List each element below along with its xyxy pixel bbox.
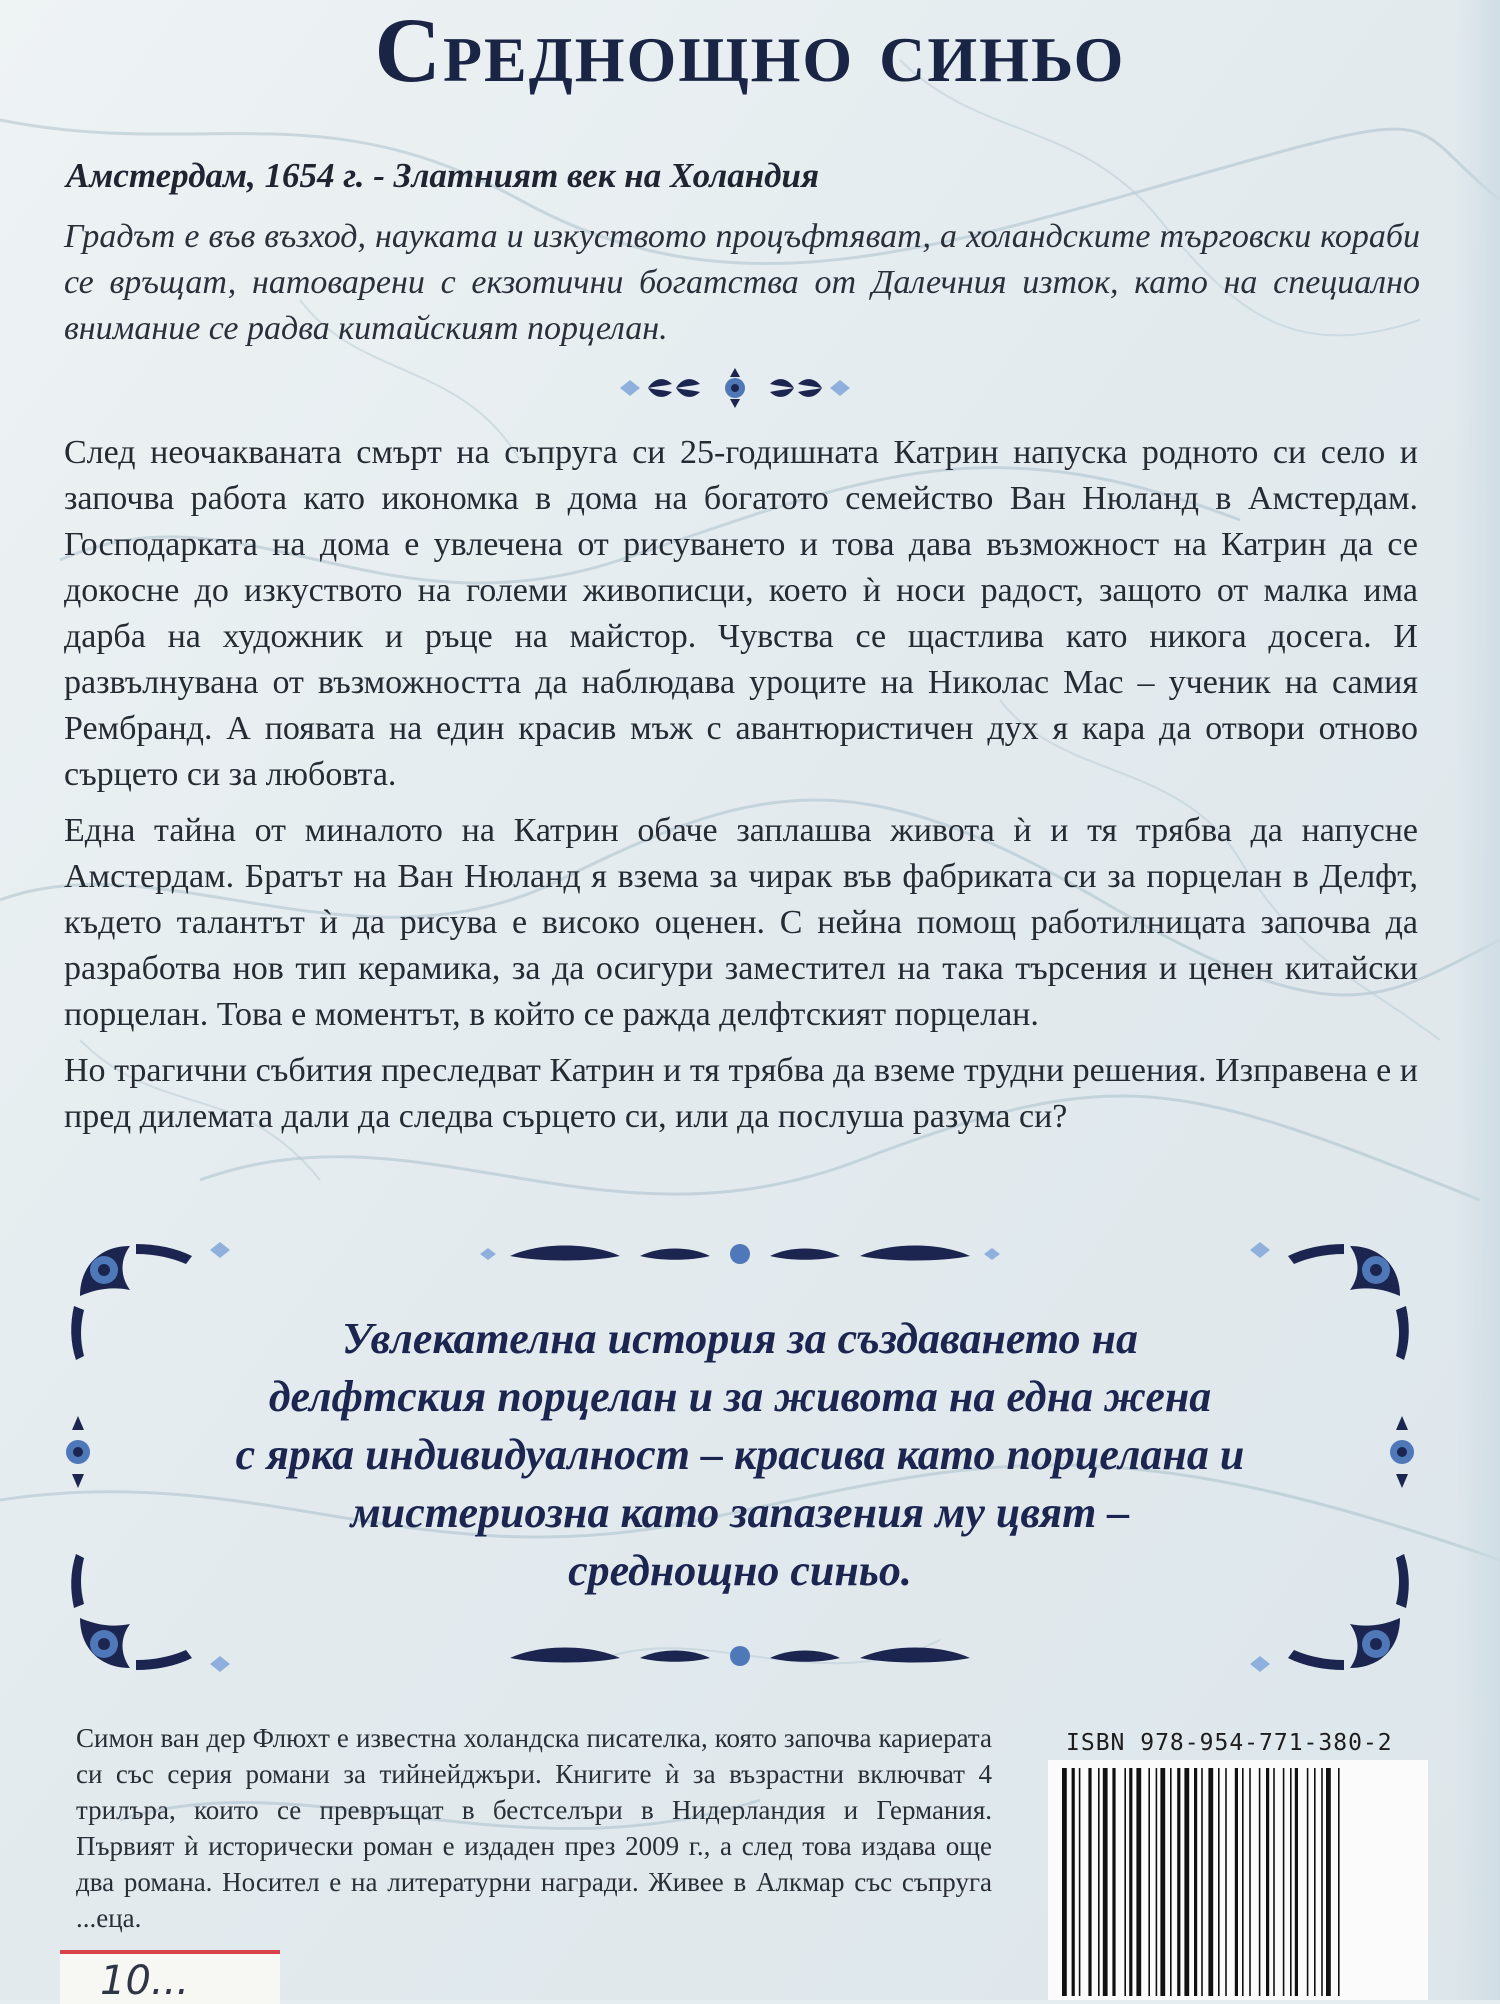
barcode-bar (1249, 1768, 1251, 1996)
barcode-bar (1136, 1768, 1141, 1996)
barcode-bar (1079, 1768, 1081, 1996)
barcode-bar (1314, 1768, 1316, 1996)
barcode-bar (1072, 1768, 1075, 1996)
barcode-bar (1290, 1768, 1292, 1996)
bottom-border-band (510, 1646, 970, 1666)
barcode-bar (1326, 1768, 1331, 1996)
barcode-bar (1201, 1768, 1203, 1996)
barcode-bar (1124, 1768, 1126, 1996)
barcode-bar (1321, 1768, 1323, 1996)
barcode-bar (1307, 1768, 1309, 1996)
barcode-bar (1088, 1768, 1091, 1996)
barcode-bar (1160, 1768, 1165, 1996)
author-bio: Симон ван дер Флюхт е известна холандска писателка, която започва кариерата си със серия романи за тийнейджъри. Книгите ѝ за възрастни включват 4 трилъра, които се превръщат в бестселъри в Нидерландия и Германия. Първият ѝ исторически роман е издаден през 2009 г., а след това издава още два романа. Носител е на литературни награди. Живее в Алкмар със съпруга ...еца. (76, 1723, 992, 1933)
tagline-line-2: делфтския порцелан и за живота на една жена (268, 1372, 1212, 1421)
barcode-bar (1259, 1768, 1261, 1996)
barcode-bar (1273, 1768, 1275, 1996)
blurb-paragraph-3: Но трагични събития преследват Катрин и тя трябва да вземе трудни решения. Изправена е и пред дилемата дали да следва сърцето си, или да послуша разума си? (64, 1052, 1418, 1135)
barcode-bar (1103, 1768, 1108, 1996)
blurb-body (64, 430, 1418, 1150)
intro-paragraph: Градът е във възход, науката и изкуството процъфтяват, а холандските търговски кораби се връщат, натоварени с екзотични богатства от Далечния изток, като на специално внимание се радва китайският порцелан. (64, 218, 1420, 347)
barcode-bar (1184, 1768, 1189, 1996)
barcode-bar (1208, 1768, 1213, 1996)
price-sticker (60, 1950, 280, 2004)
tagline-line-4: мистериозна като запазения му цвят – (350, 1488, 1130, 1537)
barcode-bar (1235, 1768, 1238, 1996)
barcode-bar (1148, 1768, 1150, 1996)
tagline-quote (160, 1310, 1320, 1600)
top-border-band (480, 1244, 1000, 1264)
spine-edge (1454, 0, 1500, 2000)
setting-subheading: Амстердам, 1654 г. - Златният век на Холандия (66, 156, 819, 195)
barcode-bar (1194, 1768, 1197, 1996)
barcode-bar (1283, 1768, 1285, 1996)
barcode-bar (1177, 1768, 1180, 1996)
barcode-bar (1112, 1768, 1115, 1996)
barcode-bar (1338, 1768, 1340, 1996)
barcode-bar (1098, 1768, 1100, 1996)
side-ornament-right (1390, 1416, 1414, 1488)
tagline-line-3: с ярка индивидуалност – красива като порцелана и (235, 1430, 1245, 1479)
barcode-bar (1062, 1768, 1067, 1996)
barcode-bar (1295, 1768, 1298, 1996)
ornament-divider (610, 366, 860, 410)
sticker-text: 10... (100, 1958, 190, 2004)
barcode-bar (1170, 1768, 1172, 1996)
blurb-paragraph-1: След неочакваната смърт на съпруга си 25-годишната Катрин напуска родното си село и започва работа като икономка в дома на богатото семейство Ван Нюланд в Амстердам. Господарката на дома е увлечена от рисуването и това дава възможност на Катрин да се докосне до изкуството на големи живописци, което ѝ носи радост, защото от малка има дарба на художник и ръце на майстор. Чувства се щастлива като никога досега. И развълнувана от възможността да наблюдава уроците на Николас Мас – ученик на самия Рембранд. А появата на един красив мъж с авантюристичен дух я кара да отвори отново сърцето си за любовта. (64, 434, 1418, 793)
barcode-bar (1129, 1768, 1132, 1996)
isbn-barcode (1048, 1760, 1428, 2000)
barcode-bar (1266, 1768, 1269, 1996)
book-title: Среднощно синьо (374, 0, 1126, 101)
side-ornament-left (66, 1416, 90, 1488)
blurb-paragraph-2: Една тайна от миналото на Катрин обаче заплашва живота ѝ и тя трябва да напусне Амстердам. Братът на Ван Нюланд я взема за чирак във фабриката си за порцелан в Делфт, където талантът ѝ да рисува е високо оценен. С нейна помощ работилницата започва да разработва нов тип керамика, за да осигури заместител на така търсения и ценен китайски порцелан. Това е моментът, в който се ражда делфтският порцелан. (64, 812, 1418, 1033)
tagline-line-5: среднощно синьо. (568, 1546, 912, 1595)
barcode-bar (1225, 1768, 1227, 1996)
barcode-bar (1156, 1768, 1158, 1996)
barcode-bar (1242, 1768, 1244, 1996)
barcode-bar (1218, 1768, 1220, 1996)
isbn-label: ISBN 978-954-771-380-2 (1066, 1730, 1393, 1756)
tagline-line-1: Увлекателна история за създаването на (342, 1314, 1138, 1363)
